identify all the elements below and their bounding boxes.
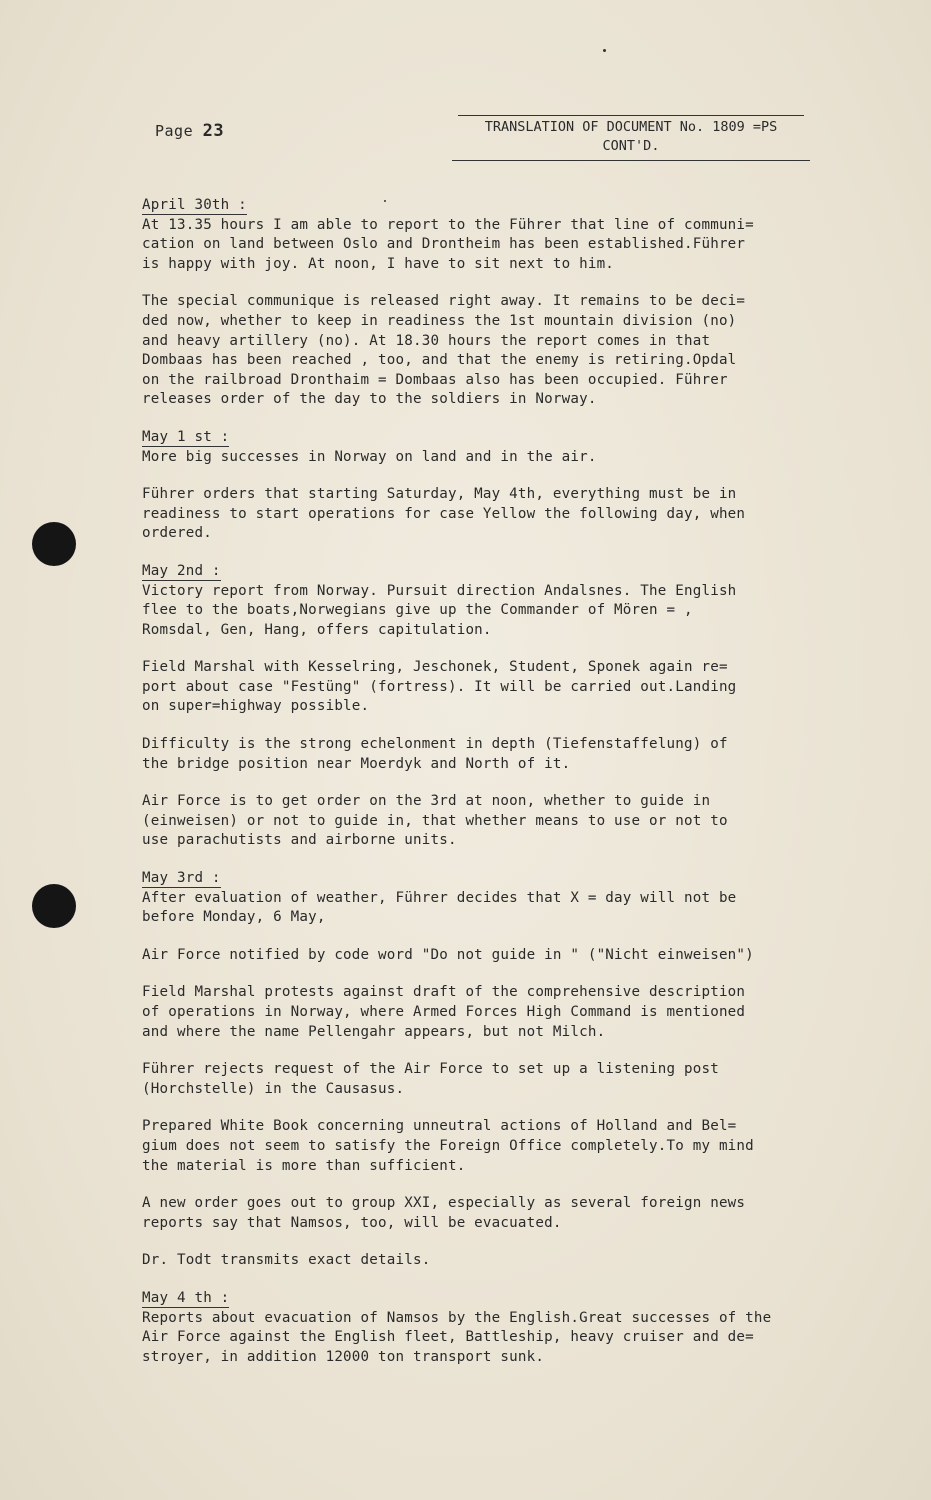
entry-date: May 3rd : <box>142 870 221 887</box>
entry-paragraph: Victory report from Norway. Pursuit direction Andalsnes. The English flee to the boats,Norwegians give up the Commander of Mören = , Romsdal, Gen, Hang, offers capitulation. <box>142 582 737 638</box>
page-label-text: Page <box>155 122 194 140</box>
entry-paragraph: Difficulty is the strong echelonment in depth (Tiefenstaffelung) of the bridge position near Moerdyk and North of it. <box>142 736 728 772</box>
entry-paragraph: Führer rejects request of the Air Force to set up a listening post (Horchstelle) in the Causasus. <box>142 1061 719 1097</box>
entry-paragraph: Reports about evacuation of Namsos by the English.Great successes of the Air Force against the English fleet, Battleship, heavy cruiser and de= stroyer, in addition 12000 ton transport sunk. <box>142 1309 772 1365</box>
document-header <box>452 118 810 156</box>
entry-april-30 <box>142 196 847 410</box>
header-continued: CONT'D. <box>602 138 660 154</box>
entry-paragraph: A new order goes out to group XXI, especially as several foreign news reports say that Namsos, too, will be evacuated. <box>142 1195 746 1231</box>
paper-speck <box>603 49 606 52</box>
entry-paragraph: Air Force notified by code word "Do not guide in " ("Nicht einweisen") <box>142 946 754 963</box>
header-bottom-rule <box>452 160 810 161</box>
document-body <box>142 196 847 1385</box>
punch-hole-top <box>32 522 76 566</box>
entry-paragraph: Dr. Todt transmits exact details. <box>142 1252 431 1269</box>
entry-may-4 <box>142 1289 847 1367</box>
entry-paragraph: More big successes in Norway on land and in the air. <box>142 448 597 465</box>
header-title: TRANSLATION OF DOCUMENT No. 1809 =PS <box>484 119 778 135</box>
entry-paragraph: At 13.35 hours I am able to report to the Führer that line of communi= cation on land between Oslo and Drontheim has been established.Führer is happy with joy. At noon, I have to sit next to him. <box>142 216 754 272</box>
page-number <box>155 121 224 141</box>
page-number-value: 23 <box>202 121 225 141</box>
entry-paragraph: Field Marshal with Kesselring, Jeschonek, Student, Sponek again re= port about case "Festüng" (fortress). It will be carried out.Landing on super=highway possible. <box>142 659 737 715</box>
entry-may-2 <box>142 562 847 851</box>
entry-paragraph: The special communique is released right away. It remains to be deci= ded now, whether to keep in readiness the 1st mountain division (no) and heavy artillery (no). At 18.30 hours the report comes in that Dombaas has been reached , too, and that the enemy is retiring.Opdal on the railbroad Dronthaim = Dombaas also has been occupied. Führer releases order of the day to the soldiers in Norway. <box>142 293 746 408</box>
entry-may-1 <box>142 428 847 544</box>
punch-hole-bottom <box>32 884 76 928</box>
entry-date: May 4 th : <box>142 1289 230 1306</box>
entry-paragraph: Air Force is to get order on the 3rd at noon, whether to guide in (einweisen) or not to guide in, that whether means to use or not to use parachutists and airborne units. <box>142 793 728 849</box>
entry-paragraph: Field Marshal protests against draft of the comprehensive description of operations in Norway, where Armed Forces High Command is mentioned and where the name Pellengahr appears, but not Milch. <box>142 984 746 1040</box>
entry-may-3 <box>142 869 847 1271</box>
entry-paragraph: Führer orders that starting Saturday, May 4th, everything must be in readiness to start operations for case Yellow the following day, when ordered. <box>142 486 746 542</box>
entry-date: May 1 st : <box>142 428 230 445</box>
entry-date: May 2nd : <box>142 562 221 579</box>
header-top-rule <box>458 115 804 116</box>
entry-paragraph: Prepared White Book concerning unneutral actions of Holland and Bel= gium does not seem to satisfy the Foreign Office completely.To my mind the material is more than sufficient. <box>142 1118 754 1174</box>
entry-paragraph: After evaluation of weather, Führer decides that X = day will not be before Monday, 6 May, <box>142 889 737 926</box>
entry-date: April 30th : <box>142 197 247 213</box>
